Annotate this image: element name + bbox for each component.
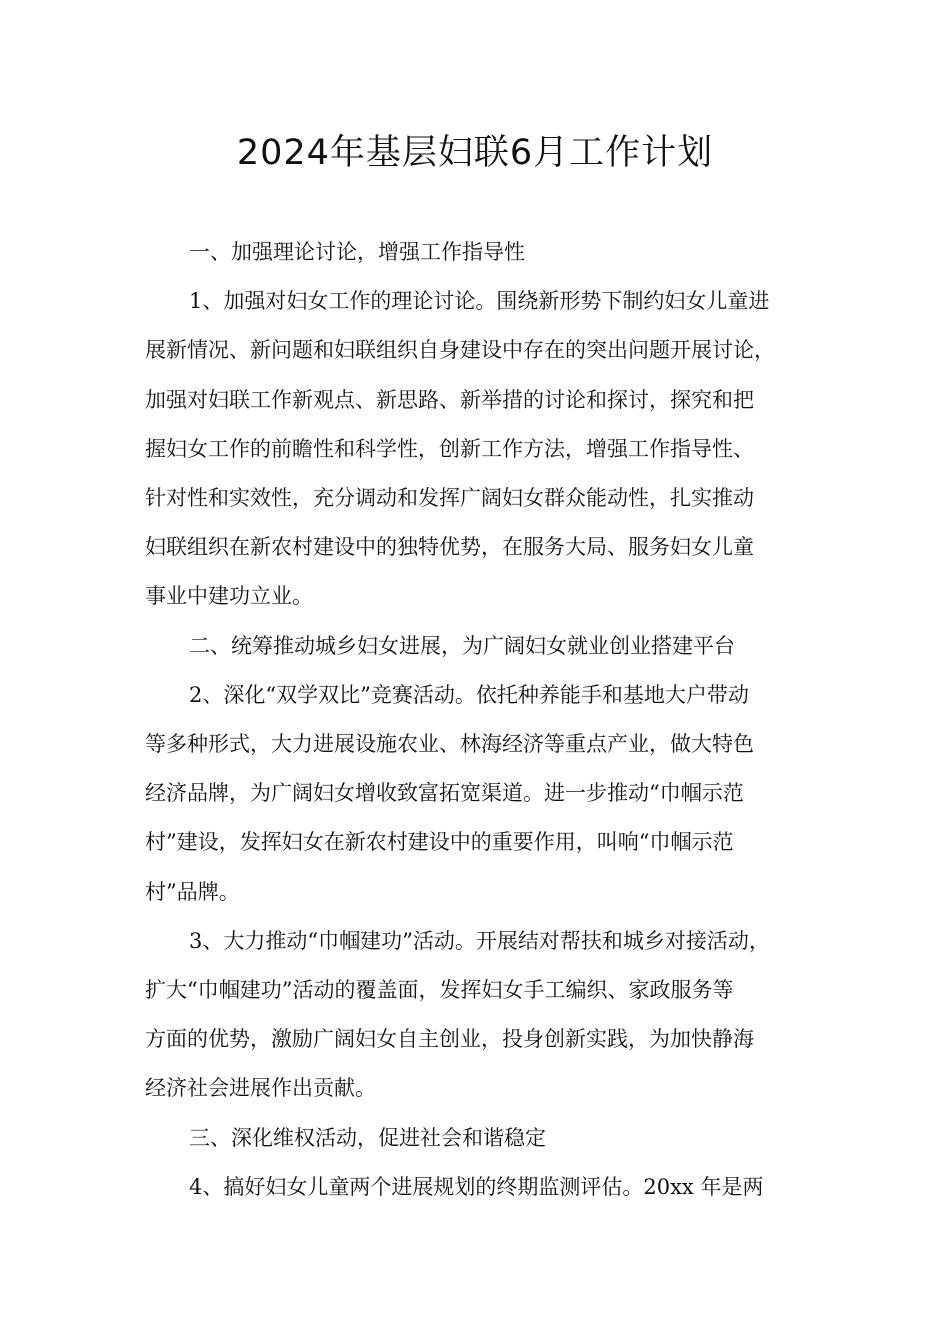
text-line: 3、大力推动“巾帼建功”活动。开展结对帮扶和城乡对接活动， xyxy=(189,928,770,953)
text-line: 1、加强对妇女工作的理论讨论。围绕新形势下制约妇女儿童进 xyxy=(189,289,770,314)
text-line: 事业中建功立业。 xyxy=(145,584,313,609)
text-line: 握妇女工作的前瞻性和科学性，创新工作方法，增强工作指导性、 xyxy=(145,436,754,461)
text-line: 三、深化维权活动，促进社会和谐稳定 xyxy=(189,1125,546,1150)
section-heading xyxy=(145,622,825,671)
section-heading xyxy=(145,1114,825,1163)
section-heading xyxy=(145,228,825,277)
text-line: 村”建设，发挥妇女在新农村建设中的重要作用，叫响“巾帼示范 xyxy=(145,830,734,855)
document-title: 2024年基层妇联6月工作计划 xyxy=(236,133,714,173)
text-line: 加强对妇联工作新观点、新思路、新举措的讨论和探讨，探究和把 xyxy=(145,387,754,412)
text-line: 经济社会进展作出贡献。 xyxy=(145,1076,376,1101)
text-line: 等多种形式，大力进展设施农业、林海经济等重点产业，做大特色 xyxy=(145,732,754,757)
text-line: 扩大“巾帼建功”活动的覆盖面，发挥妇女手工编织、家政服务等 xyxy=(145,978,734,1003)
text-line: 一、加强理论讨论，增强工作指导性 xyxy=(189,240,525,264)
text-line: 4、搞好妇女儿童两个进展规划的终期监测评估。20xx 年是两 xyxy=(189,1174,764,1199)
text-line: 针对性和实效性，充分调动和发挥广阔妇女群众能动性，扎实推动 xyxy=(145,486,754,511)
body-paragraph xyxy=(145,1163,825,1212)
document-body xyxy=(145,228,825,1212)
body-paragraph xyxy=(145,671,825,917)
text-line: 展新情况、新问题和妇联组织自身建设中存在的突出问题开展讨论， xyxy=(145,338,775,363)
text-line: 二、统筹推动城乡妇女进展，为广阔妇女就业创业搭建平台 xyxy=(189,633,735,658)
text-line: 妇联组织在新农村建设中的独特优势，在服务大局、服务妇女儿童 xyxy=(145,535,754,560)
text-line: 经济品牌，为广阔妇女增收致富拓宽渠道。进一步推动“巾帼示范 xyxy=(145,781,744,806)
body-paragraph xyxy=(145,277,825,621)
text-line: 村”品牌。 xyxy=(145,879,240,904)
text-line: 方面的优势，激励广阔妇女自主创业，投身创新实践，为加快静海 xyxy=(145,1027,754,1052)
text-line: 2、深化“双学双比”竞赛活动。依托种养能手和基地大户带动 xyxy=(189,682,749,707)
body-paragraph xyxy=(145,917,825,1114)
